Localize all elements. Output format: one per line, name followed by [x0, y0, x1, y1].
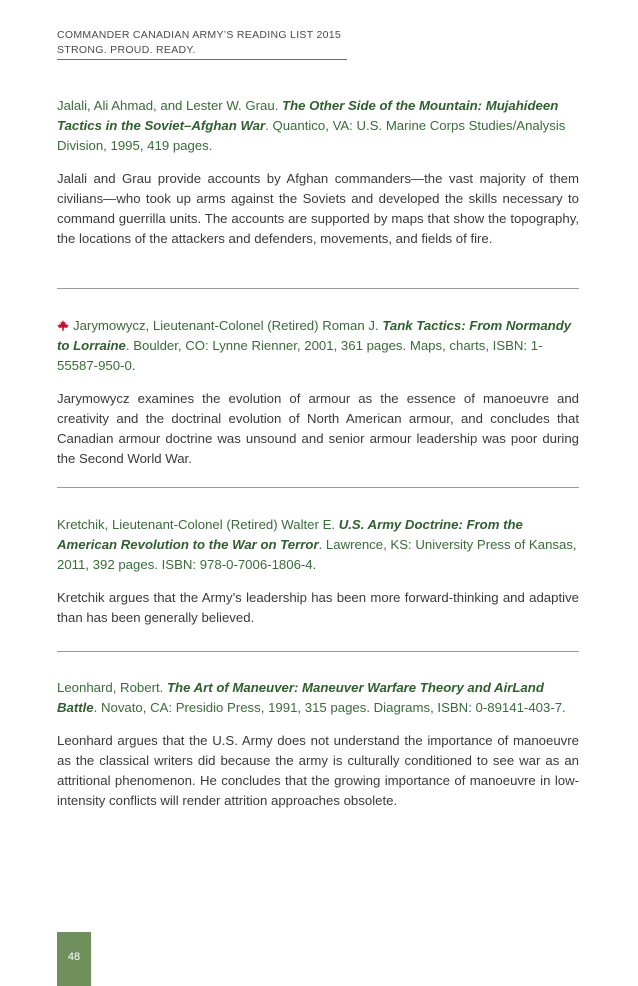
citation [57, 515, 579, 575]
citation-author: Jalali, Ali Ahmad, and Lester W. Grau. [57, 98, 279, 113]
entry-jalali [57, 96, 579, 249]
citation-publication: . Lawrence, KS: University Press of Kansas, 2011, 392 pages. ISBN: 978-0-7006-1806-4. [57, 537, 577, 572]
citation-title: Tank Tactics: From Normandy to Lorraine [57, 318, 572, 353]
page-number-tab [57, 932, 91, 986]
citation-title: The Other Side of the Mountain: Mujahideen Tactics in the Soviet–Afghan War [57, 98, 559, 133]
running-header [57, 28, 347, 58]
entry-description: Jalali and Grau provide accounts by Afghan commanders—the vast majority of them civilians—who took up arms against the Soviets and developed the skills necessary to command guerrilla units. The accounts are supported by maps that show the topography, the locations of the attackers and defenders, movements, and fields of fire. [57, 171, 579, 246]
entry-divider [57, 651, 579, 652]
entry-divider [57, 288, 579, 289]
entry-description: Kretchik argues that the Army’s leadership has been more forward-thinking and adaptive than has been generally believed. [57, 590, 579, 625]
header-divider [57, 59, 347, 60]
entry-leonhard [57, 678, 579, 811]
citation-author: Kretchik, Lieutenant-Colonel (Retired) Walter E. [57, 517, 336, 532]
entry-divider [57, 487, 579, 488]
citation [57, 96, 579, 156]
entry-description: Leonhard argues that the U.S. Army does not understand the importance of manoeuvre as the classical writers did because the army is culturally conditioned to see war as an attritional phenomenon. He concludes that the growing importance of manoeuvre in low-intensity conflicts will render attrition approaches obsolete. [57, 733, 579, 808]
entry-description: Jarymowycz examines the evolution of armour as the essence of manoeuvre and creativity and the doctrinal evolution of North American armour, and concludes that Canadian armour doctrine was unsound and senior armour leadership was poor during the Second World War. [57, 391, 579, 466]
citation-author: Leonhard, Robert. [57, 680, 164, 695]
citation [57, 316, 579, 376]
citation-publication: . Boulder, CO: Lynne Rienner, 2001, 361 pages. Maps, charts, ISBN: 1-55587-950-0. [57, 338, 543, 373]
citation-publication: . Quantico, VA: U.S. Marine Corps Studies/Analysis Division, 1995, 419 pages. [57, 118, 566, 153]
header-line-2: STRONG. PROUD. READY. [57, 44, 196, 56]
header-line-1: COMMANDER CANADIAN ARMY’S READING LIST 2015 [57, 29, 342, 41]
citation [57, 678, 579, 718]
citation-publication: . Novato, CA: Presidio Press, 1991, 315 pages. Diagrams, ISBN: 0-89141-403-7. [93, 700, 566, 715]
citation-author: Jarymowycz, Lieutenant-Colonel (Retired) Roman J. [73, 318, 379, 333]
entry-jarymowycz [57, 316, 579, 469]
entry-kretchik [57, 515, 579, 628]
maple-leaf-icon [57, 320, 69, 331]
citation-title: U.S. Army Doctrine: From the American Revolution to the War on Terror [57, 517, 523, 552]
page-number: 48 [67, 951, 81, 963]
citation-title: The Art of Maneuver: Maneuver Warfare Theory and AirLand Battle [57, 680, 544, 715]
